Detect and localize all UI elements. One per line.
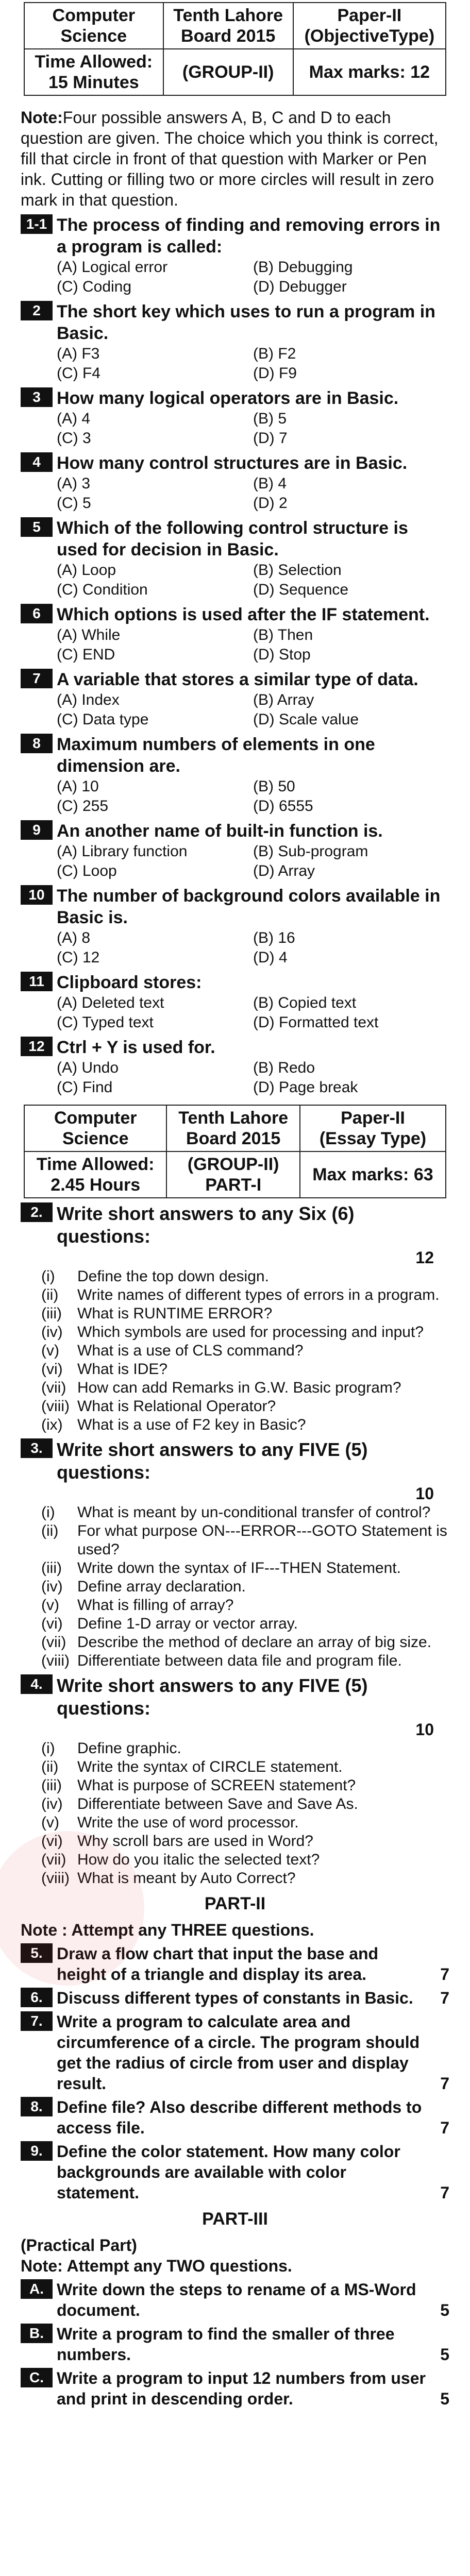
long-question	[21, 2279, 449, 2320]
mcq-option: (C) 3	[57, 430, 91, 447]
max-marks: Max marks: 12	[293, 49, 446, 95]
roman-numeral: (iv)	[41, 1795, 63, 1812]
roman-numeral: (ii)	[41, 1522, 59, 1539]
time-allowed: Time Allowed:	[35, 52, 153, 72]
question-text: Which of the following control structure is used for decision in Basic.	[57, 518, 408, 560]
short-question-section	[21, 1202, 449, 1434]
mcq-stem	[21, 517, 449, 561]
question-number: 8.	[21, 2097, 53, 2116]
mcq-option: (A) 10	[57, 778, 99, 795]
question-text: Write a program to find the smaller of three numbers.	[57, 2325, 395, 2364]
mcq-option: (B) Array	[253, 691, 314, 708]
mcq-option: (A) Index	[57, 691, 120, 708]
mcq-options	[21, 1058, 449, 1097]
question-number: 8	[21, 734, 53, 753]
question-text: How many control structures are in Basic.	[57, 453, 408, 473]
part-iii-note: Note: Attempt any TWO questions.	[21, 2257, 292, 2275]
sub-question-text: Differentiate between data file and program file.	[77, 1652, 402, 1669]
mcq-option: (A) While	[57, 626, 121, 643]
question-text: Draw a flow chart that input the base and height of a triangle and display its area.	[57, 1944, 379, 1984]
sub-question-text: Define 1-D array or vector array.	[77, 1615, 298, 1632]
question-number: 4.	[21, 1674, 53, 1694]
roman-numeral: (viii)	[41, 1398, 70, 1415]
mcq-options	[21, 561, 449, 600]
sub-question-text: Why scroll bars are used in Word?	[77, 1833, 313, 1850]
mcq-question	[21, 517, 449, 600]
mcq-option: (D) 6555	[253, 798, 313, 815]
mcq-stem	[21, 387, 449, 409]
board: Tenth Lahore	[173, 6, 283, 25]
question-text: Discuss different types of constants in Basic.	[57, 1989, 413, 2007]
mcq-question	[21, 820, 449, 881]
mcq-option: (B) Selection	[253, 562, 342, 579]
part-ii-title: PART-II	[204, 1894, 266, 1913]
question-number: 2	[21, 301, 53, 320]
mcq-option: (C) Loop	[57, 862, 117, 879]
roman-numeral: (i)	[41, 1268, 55, 1285]
sub-question	[21, 1776, 449, 1795]
sub-question-text: For what purpose ON---ERROR---GOTO Statement is used?	[77, 1522, 447, 1558]
mcq-option: (A) 4	[57, 410, 91, 427]
mcq-question	[21, 452, 449, 513]
mcq-option: (C) Data type	[57, 711, 149, 728]
roman-numeral: (vii)	[41, 1634, 66, 1651]
question-text: Write a program to calculate area and circumference of a circle. The program should get the radius of circle from user and display result.	[57, 2012, 420, 2093]
sub-question-text: Write the syntax of CIRCLE statement.	[77, 1758, 343, 1775]
mcq-option: (D) F9	[253, 365, 297, 382]
question-text: Define file? Also describe different methods to access file.	[57, 2098, 422, 2137]
roman-numeral: (vi)	[41, 1615, 63, 1632]
practical-part-label: (Practical Part)	[21, 2236, 137, 2255]
section-heading	[21, 1202, 449, 1248]
mcq-option: (C) F4	[57, 365, 100, 382]
question-number: 5.	[21, 1943, 53, 1963]
mcq-options	[21, 690, 449, 730]
question-number: 7	[21, 669, 53, 688]
sub-question-text: What is Relational Operator?	[77, 1398, 276, 1415]
roman-numeral: (v)	[41, 1597, 59, 1614]
sub-question	[21, 1286, 449, 1304]
question-text: Write a program to input 12 numbers from user and print in descending order.	[57, 2369, 426, 2408]
question-text: The short key which uses to run a program in Basic.	[57, 302, 435, 343]
sub-question-text: Differentiate between Save and Save As.	[77, 1795, 358, 1812]
mcq-option: (B) 16	[253, 929, 295, 946]
mcq-stem	[21, 820, 449, 842]
sub-question	[21, 1795, 449, 1814]
exam-paper	[0, 2, 470, 2576]
long-question	[21, 2324, 449, 2365]
essay-header-table: Computer Science Tenth Lahore Board 2015 Paper-II (Essay Type) Time Allowed: 2.45 Hours (GROUP-II) PART-I Max marks: 63	[24, 1105, 446, 1198]
roman-numeral: (viii)	[41, 1652, 70, 1669]
long-question	[21, 2097, 449, 2138]
question-number: 3.	[21, 1438, 53, 1458]
sub-question-text: Define the top down design.	[77, 1268, 269, 1285]
sub-question-text: How can add Remarks in G.W. Basic program?	[77, 1379, 401, 1396]
mcq-option: (B) Debugging	[253, 259, 353, 276]
sub-question-text: Define array declaration.	[77, 1578, 246, 1595]
mcq-option: (C) END	[57, 646, 115, 663]
mcq-question	[21, 1037, 449, 1097]
question-marks: 7	[440, 1965, 449, 1984]
section-instruction: Write short answers to any FIVE (5) questions:	[57, 1439, 368, 1483]
sub-question	[21, 1379, 449, 1397]
mcq-option: (B) Sub-program	[253, 843, 368, 860]
question-number: 12	[21, 1037, 53, 1056]
mcq-options	[21, 777, 449, 816]
sub-question	[21, 1323, 449, 1342]
sub-question	[21, 1304, 449, 1323]
sub-question	[21, 1397, 449, 1416]
sub-question-text: What is RUNTIME ERROR?	[77, 1305, 273, 1322]
sub-question	[21, 1503, 449, 1522]
sub-question	[21, 1814, 449, 1832]
question-number: 6.	[21, 1988, 53, 2007]
mcq-options	[21, 928, 449, 968]
section-heading	[21, 1674, 449, 1720]
sub-question-text: What is filling of array?	[77, 1597, 234, 1614]
question-marks: 5	[440, 2345, 449, 2364]
question-marks: 7	[440, 2119, 449, 2137]
question-text: Write down the steps to rename of a MS-Word document.	[57, 2280, 416, 2319]
question-number: 7.	[21, 2011, 53, 2031]
instructions-note: Note:Four possible answers A, B, C and D to each question are given. The choice which you think is correct, fill that circle in front of that question with Marker or Pen ink. Cutting or filling two or more circles will result in zero mark in that question.	[21, 108, 439, 209]
mcq-options	[21, 258, 449, 297]
question-number: 6	[21, 604, 53, 623]
question-text: The number of background colors available in Basic is.	[57, 886, 441, 927]
mcq-option: (B) F2	[253, 345, 296, 362]
part-iii-questions	[21, 2279, 449, 2409]
mcq-option: (D) 2	[253, 495, 288, 512]
roman-numeral: (vi)	[41, 1361, 63, 1378]
roman-numeral: (iv)	[41, 1324, 63, 1341]
section-marks: 10	[415, 1484, 434, 1503]
question-marks: 7	[440, 2183, 449, 2202]
mcq-question	[21, 734, 449, 816]
question-text: Define the color statement. How many color backgrounds are available with color statement.	[57, 2142, 400, 2202]
mcq-option: (C) Typed text	[57, 1014, 154, 1031]
question-number: 2.	[21, 1202, 53, 1222]
mcq-option: (A) F3	[57, 345, 100, 362]
mcq-stem	[21, 972, 449, 993]
mcq-options	[21, 409, 449, 448]
sub-question-text: What is IDE?	[77, 1361, 168, 1378]
mcq-option: (A) Loop	[57, 562, 116, 579]
mcq-options	[21, 993, 449, 1032]
roman-numeral: (vii)	[41, 1851, 66, 1868]
roman-numeral: (v)	[41, 1342, 59, 1359]
long-question	[21, 2011, 449, 2094]
question-number: 10	[21, 885, 53, 905]
mcq-option: (C) 5	[57, 495, 91, 512]
roman-numeral: (iv)	[41, 1578, 63, 1595]
mcq-option: (A) Library function	[57, 843, 188, 860]
mcq-option: (B) 4	[253, 475, 287, 492]
sub-question	[21, 1416, 449, 1434]
mcq-option: (D) Formatted text	[253, 1014, 379, 1031]
question-number: A.	[21, 2279, 53, 2299]
mcq-option: (D) Page break	[253, 1079, 358, 1096]
roman-numeral: (iii)	[41, 1560, 62, 1577]
question-number: 1-1	[21, 214, 53, 234]
sub-question	[21, 1522, 449, 1559]
question-marks: 5	[440, 2301, 449, 2319]
mcq-option: (D) 7	[253, 430, 288, 447]
mcq-stem	[21, 214, 449, 258]
question-text: A variable that stores a similar type of data.	[57, 670, 418, 689]
sub-question	[21, 1652, 449, 1670]
sub-question-text: Define graphic.	[77, 1740, 181, 1757]
mcq-list	[21, 214, 449, 1097]
mcq-option: (A) Deleted text	[57, 994, 164, 1011]
section-instruction: Write short answers to any Six (6) questions:	[57, 1203, 355, 1247]
question-number: 3	[21, 387, 53, 407]
question-number: 5	[21, 517, 53, 537]
sub-question	[21, 1633, 449, 1652]
mcq-option: (B) Then	[253, 626, 313, 643]
mcq-option: (D) Scale value	[253, 711, 359, 728]
part-ii-note: Note : Attempt any THREE questions.	[21, 1921, 314, 1939]
roman-numeral: (iii)	[41, 1305, 62, 1322]
mcq-stem	[21, 669, 449, 690]
question-number: 9.	[21, 2141, 53, 2161]
roman-numeral: (i)	[41, 1740, 55, 1757]
sub-question-text: Write down the syntax of IF---THEN Statement.	[77, 1560, 401, 1577]
mcq-option: (D) 4	[253, 949, 288, 966]
short-questions	[21, 1202, 449, 1888]
mcq-option: (C) Condition	[57, 581, 148, 598]
short-question-section	[21, 1438, 449, 1670]
mcq-option: (D) Sequence	[253, 581, 349, 598]
sub-question-text: Describe the method of declare an array of big size.	[77, 1634, 432, 1651]
mcq-option: (C) 255	[57, 798, 109, 815]
sub-question-text: What is meant by Auto Correct?	[77, 1870, 296, 1887]
mcq-question	[21, 669, 449, 730]
question-number: 11	[21, 972, 53, 991]
mcq-option: (C) Find	[57, 1079, 113, 1096]
sub-question	[21, 1267, 449, 1286]
sub-question	[21, 1615, 449, 1633]
sub-question-text: How do you italic the selected text?	[77, 1851, 320, 1868]
sub-question	[21, 1578, 449, 1596]
long-question	[21, 1988, 449, 2008]
section-marks: 10	[415, 1720, 434, 1739]
question-text: An another name of built-in function is.	[57, 821, 383, 841]
section-heading	[21, 1438, 449, 1484]
question-number: B.	[21, 2324, 53, 2343]
sub-question	[21, 1342, 449, 1360]
roman-numeral: (i)	[41, 1504, 55, 1521]
question-text: Which options is used after the IF statement.	[57, 605, 430, 624]
mcq-option: (A) Undo	[57, 1059, 119, 1076]
mcq-stem	[21, 1037, 449, 1058]
sub-question-text: What is a use of CLS command?	[77, 1342, 304, 1359]
sub-question-text: What is purpose of SCREEN statement?	[77, 1777, 356, 1794]
group: (GROUP-II)	[163, 49, 293, 95]
mcq-options	[21, 474, 449, 513]
mcq-stem	[21, 452, 449, 474]
mcq-option: (D) Stop	[253, 646, 311, 663]
mcq-option: (D) Debugger	[253, 278, 347, 295]
part-iii-title: PART-III	[202, 2209, 268, 2229]
mcq-stem	[21, 301, 449, 344]
mcq-question	[21, 972, 449, 1032]
long-question	[21, 2141, 449, 2203]
mcq-option: (A) 3	[57, 475, 91, 492]
mcq-option: (D) Array	[253, 862, 315, 879]
question-number: C.	[21, 2368, 53, 2387]
question-text: The process of finding and removing errors in a program is called:	[57, 215, 441, 257]
question-text: Clipboard stores:	[57, 973, 202, 992]
roman-numeral: (v)	[41, 1814, 59, 1831]
question-number: 4	[21, 452, 53, 472]
mcq-question	[21, 604, 449, 665]
mcq-option: (B) 50	[253, 778, 295, 795]
mcq-options	[21, 625, 449, 665]
question-marks: 5	[440, 2389, 449, 2408]
mcq-stem	[21, 885, 449, 928]
sub-question-text: Write the use of word processor.	[77, 1814, 299, 1831]
subject: Computer	[52, 6, 136, 25]
mcq-option: (A) Logical error	[57, 259, 168, 276]
roman-numeral: (ii)	[41, 1758, 59, 1775]
mcq-question	[21, 301, 449, 383]
sub-question	[21, 1739, 449, 1758]
roman-numeral: (vi)	[41, 1833, 63, 1850]
mcq-option: (A) 8	[57, 929, 91, 946]
question-text: Ctrl + Y is used for.	[57, 1038, 215, 1057]
mcq-stem	[21, 604, 449, 625]
mcq-option: (C) 12	[57, 949, 100, 966]
mcq-options	[21, 344, 449, 383]
sub-question-text: Which symbols are used for processing and input?	[77, 1324, 424, 1341]
section-marks: 12	[415, 1248, 434, 1267]
mcq-option: (B) 5	[253, 410, 287, 427]
sub-question-text: What is a use of F2 key in Basic?	[77, 1416, 306, 1433]
sub-question	[21, 1360, 449, 1379]
mcq-option: (B) Copied text	[253, 994, 357, 1011]
paper: Paper-II	[337, 6, 402, 25]
sub-question-text: What is meant by un-conditional transfer of control?	[77, 1504, 431, 1521]
sub-question	[21, 1559, 449, 1578]
question-text: How many logical operators are in Basic.	[57, 388, 399, 408]
sub-question	[21, 1758, 449, 1776]
question-text: Maximum numbers of elements in one dimension are.	[57, 735, 375, 776]
mcq-stem	[21, 734, 449, 777]
roman-numeral: (ix)	[41, 1416, 63, 1433]
mcq-question	[21, 885, 449, 968]
roman-numeral: (viii)	[41, 1870, 70, 1887]
mcq-option: (B) Redo	[253, 1059, 315, 1076]
roman-numeral: (iii)	[41, 1777, 62, 1794]
question-marks: 7	[440, 2074, 449, 2093]
mcq-option: (C) Coding	[57, 278, 132, 295]
mcq-question	[21, 387, 449, 448]
roman-numeral: (ii)	[41, 1286, 59, 1303]
long-question	[21, 2368, 449, 2409]
sub-question-text: Write names of different types of errors in a program.	[77, 1286, 440, 1303]
mcq-question	[21, 214, 449, 297]
mcq-options	[21, 842, 449, 881]
objective-header-table: Computer Science Tenth Lahore Board 2015 Paper-II (ObjectiveType) Time Allowed: 15 Minutes (GROUP-II) Max marks: 12	[24, 2, 446, 96]
roman-numeral: (vii)	[41, 1379, 66, 1396]
sub-question	[21, 1596, 449, 1615]
question-marks: 7	[440, 1989, 449, 2007]
question-number: 9	[21, 820, 53, 840]
section-instruction: Write short answers to any FIVE (5) questions:	[57, 1675, 368, 1719]
